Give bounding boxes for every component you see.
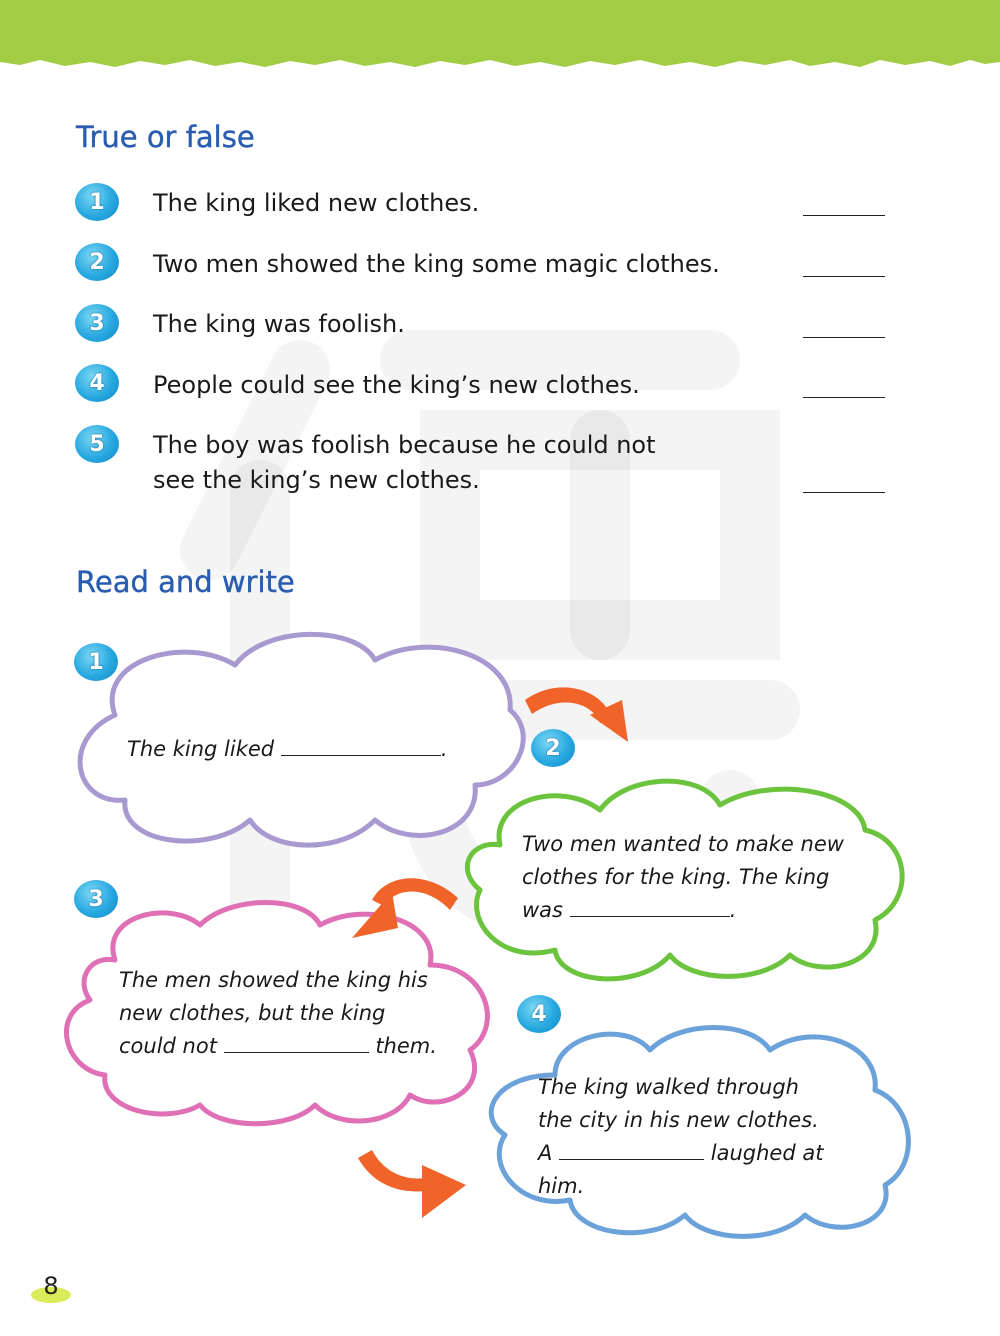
arrow-3-to-4: [358, 1150, 466, 1218]
cloud-3-line1: The men showed the king his: [119, 968, 428, 992]
cloud-2-line2: clothes for the king. The king: [522, 865, 830, 889]
cloud-3-line3-end: them.: [375, 1034, 437, 1058]
cloud-1-line1: The king liked: [127, 737, 275, 761]
cloud-3-line2: new clothes, but the king: [119, 1001, 386, 1025]
cloud-2-line3: was: [522, 898, 563, 922]
cloud-1-text: [127, 733, 448, 766]
page-number: 8: [43, 1272, 59, 1300]
question-5-text-line2: see the king’s new clothes.: [153, 466, 480, 494]
cloud-4-line4: him.: [538, 1174, 585, 1198]
question-3-answer-blank[interactable]: [803, 337, 885, 338]
question-2-badge: 2: [75, 243, 119, 281]
top-decorative-band: [0, 0, 1000, 75]
cloud-1-answer-blank[interactable]: [281, 737, 441, 756]
cloud-2-line1: Two men wanted to make new: [522, 832, 844, 856]
cloud-1-line1-end: .: [440, 737, 448, 761]
true-false-title: True or false: [76, 120, 255, 154]
cloud-3-line3: could not: [119, 1034, 217, 1058]
cloud-3-text: [119, 964, 479, 1063]
cloud-3-answer-blank[interactable]: [224, 1034, 369, 1053]
question-2-text: Two men showed the king some magic clothes.: [153, 250, 720, 278]
question-4-badge: 4: [75, 364, 119, 402]
cloud-4-badge: 4: [517, 995, 561, 1033]
question-3-text: The king was foolish.: [153, 310, 405, 338]
page-number-container: [28, 1268, 74, 1308]
cloud-4-line2: the city in his new clothes.: [538, 1108, 819, 1132]
question-2-answer-blank[interactable]: [803, 276, 885, 277]
cloud-1-badge: 1: [74, 643, 118, 681]
read-write-title: Read and write: [76, 565, 295, 599]
cloud-3-badge: 3: [74, 880, 118, 918]
question-5-text-line1: The boy was foolish because he could not: [153, 431, 656, 459]
cloud-2-answer-blank[interactable]: [570, 898, 730, 917]
cloud-2-line3-end: .: [729, 898, 737, 922]
question-1-text: The king liked new clothes.: [153, 189, 480, 217]
cloud-4-text: [538, 1071, 888, 1203]
question-1-answer-blank[interactable]: [803, 215, 885, 216]
question-4-text: People could see the king’s new clothes.: [153, 371, 640, 399]
question-5-answer-blank[interactable]: [803, 492, 885, 493]
cloud-2-text: [522, 828, 892, 927]
band-shape: [0, 0, 1000, 67]
question-3-badge: 3: [75, 304, 119, 342]
question-1-badge: 1: [75, 183, 119, 221]
question-5-badge: 5: [75, 425, 119, 463]
question-4-answer-blank[interactable]: [803, 397, 885, 398]
cloud-4-line3: A: [538, 1141, 553, 1165]
cloud-2-badge: 2: [531, 729, 575, 767]
cloud-4-line1: The king walked through: [538, 1075, 799, 1099]
cloud-4-answer-blank[interactable]: [559, 1141, 704, 1160]
cloud-4-line3-end: laughed at: [710, 1141, 824, 1165]
